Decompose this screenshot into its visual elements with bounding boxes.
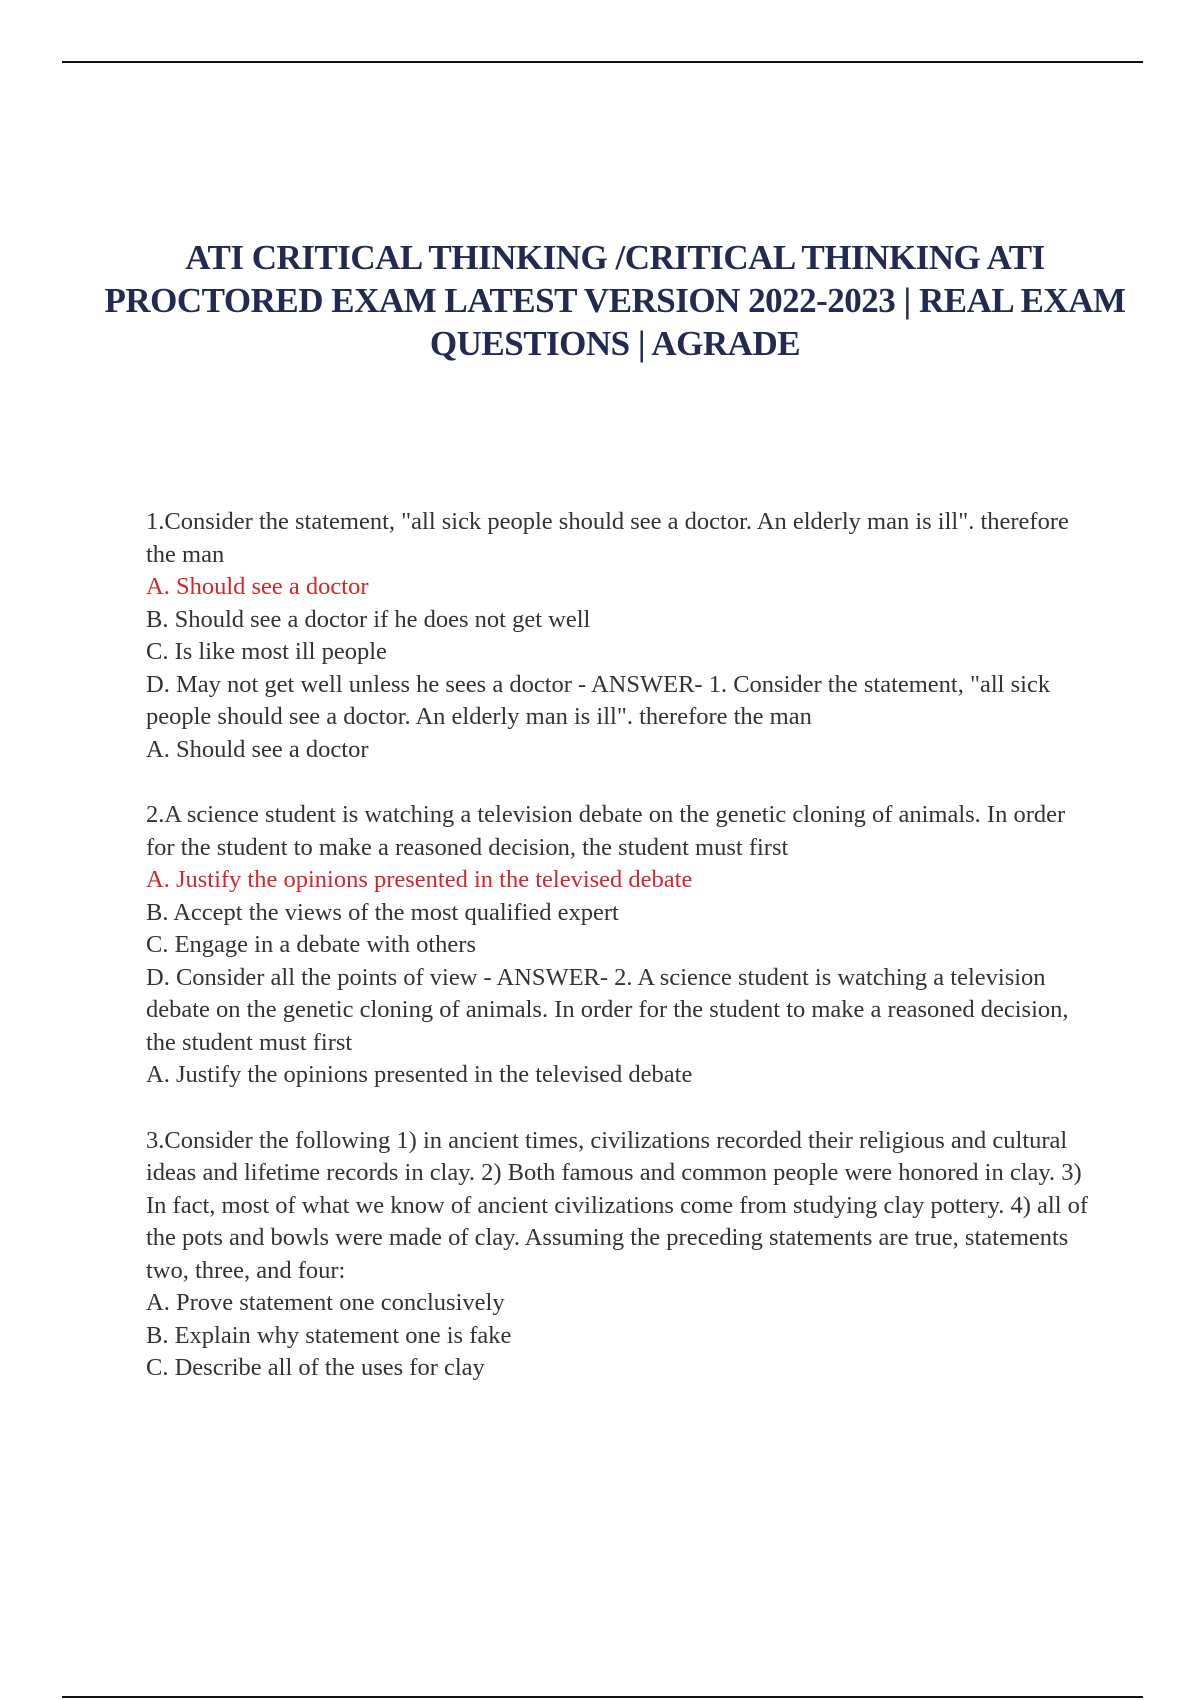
answer-option-highlighted: A. Should see a doctor xyxy=(146,573,369,600)
question-stem: 1.Consider the statement, "all sick people should see a doctor. An elderly man is ill". therefore the man xyxy=(146,508,1069,568)
question-2 xyxy=(146,799,1096,1092)
answer-option: B. Accept the views of the most qualified expert xyxy=(146,898,619,926)
answer-option: A. Justify the opinions presented in the televised debate xyxy=(146,1061,693,1088)
question-1 xyxy=(146,506,1096,766)
answer-option: C. Is like most ill people xyxy=(146,638,387,665)
question-stem: 3.Consider the following 1) in ancient times, civilizations recorded their religious and cultural ideas and lifetime records in clay. 2) Both famous and common people were honored in clay. 3) In fact, most of what we know of ancient civilizations come from studying clay pottery. 4) all of the pots and bowls were made of clay. Assuming the preceding statements are true, statements two, three, and four: xyxy=(146,1126,1089,1284)
document-body xyxy=(146,506,1096,1418)
answer-option: D. May not get well unless he sees a doctor - ANSWER- 1. Consider the statement, "all sick people should see a doctor. An elderly man is ill". therefore the man xyxy=(146,670,1051,730)
answer-option: B. Should see a doctor if he does not get well xyxy=(146,605,591,633)
answer-option: C. Describe all of the uses for clay xyxy=(146,1354,485,1381)
bottom-rule xyxy=(62,1696,1143,1698)
question-3 xyxy=(146,1125,1096,1385)
answer-option-highlighted: A. Justify the opinions presented in the televised debate xyxy=(146,866,693,893)
answer-option: A. Prove statement one conclusively xyxy=(146,1289,505,1316)
answer-option: C. Engage in a debate with others xyxy=(146,931,476,958)
top-rule xyxy=(62,61,1143,63)
answer-option: A. Should see a doctor xyxy=(146,735,369,763)
answer-option: B. Explain why statement one is fake xyxy=(146,1321,512,1349)
document-title: ATI CRITICAL THINKING /CRITICAL THINKING ATI PROCTORED EXAM LATEST VERSION 2022-2023 | REAL EXAM QUESTIONS | AGRADE xyxy=(104,238,1126,363)
question-stem: 2.A science student is watching a television debate on the genetic cloning of animals. In order for the student to make a reasoned decision, the student must first xyxy=(146,801,1066,861)
answer-option: D. Consider all the points of view - ANSWER- 2. A science student is watching a television debate on the genetic cloning of animals. In order for the student to make a reasoned decision, the student must first xyxy=(146,963,1069,1056)
